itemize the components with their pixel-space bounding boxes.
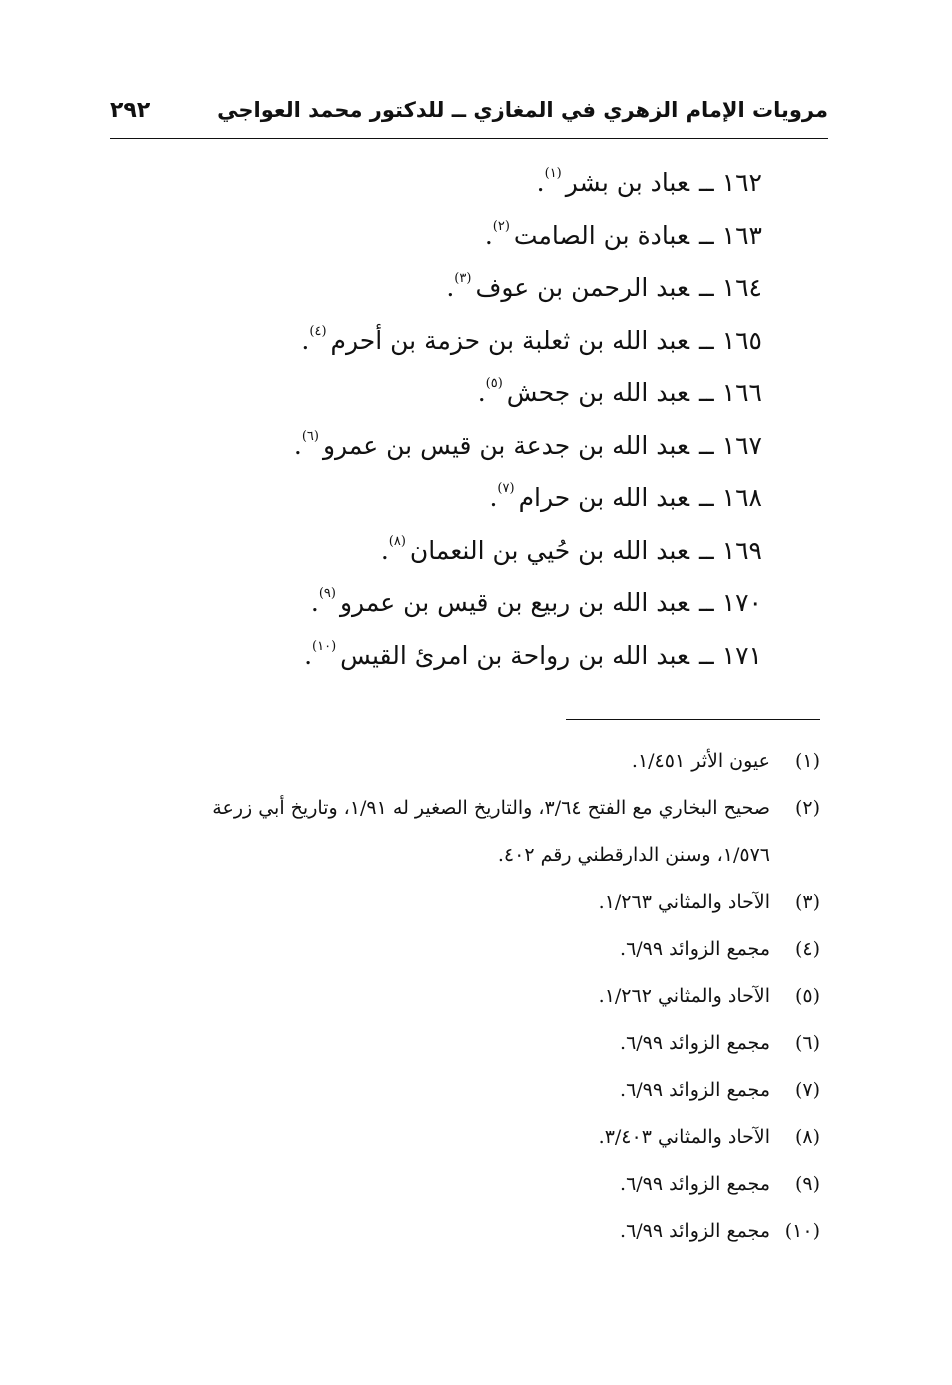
footnote-mark: (١٠) (784, 1220, 820, 1242)
footnote-ref[interactable]: (٨) (388, 533, 406, 549)
list-item: ١٧١ــعبد الله بن رواحة بن امرئ القيس$^{(١٠)}$. (304, 638, 762, 670)
footnote-ref[interactable]: (٧) (497, 481, 515, 496)
footnote-ref[interactable]: (٤) (309, 323, 327, 339)
footnote-divider (566, 719, 820, 720)
footnote-text: الآحاد والمثاني ١/٢٦٣. (598, 891, 770, 913)
footnote (110, 785, 820, 879)
footnote-text: الآحاد والمثاني ١/٢٦٢. (598, 985, 770, 1007)
footnotes (110, 738, 820, 1255)
list-item: ١٦٩ــعبد الله بن حُيي بن النعمان$^{(٨)}$. (380, 533, 762, 565)
narrator-list (202, 148, 762, 673)
footnote-text: مجمع الزوائد ٦/٩٩. (620, 1220, 770, 1242)
list-item: ١٧٠ــعبد الله بن ربيع بن قيس بن عمرو$^{(٩)}$. (310, 586, 762, 617)
footnote-text-continued: ١/٥٧٦، وسنن الدارقطني رقم ٤٠٢. (497, 844, 770, 866)
footnote (110, 1067, 820, 1114)
footnote-ref[interactable]: (٥) (485, 376, 503, 391)
footnote (110, 1208, 820, 1255)
footnote (110, 1020, 820, 1067)
footnote-text: صحيح البخاري مع الفتح ٣/٦٤، والتاريخ الصغير له ١/٩١، وتاريخ أبي زرعة (212, 797, 770, 819)
footnote-mark: (٦) (794, 1032, 820, 1054)
list-item: ١٦٦ــعبد الله بن جحش$^{(٥)}$. (477, 376, 762, 407)
footnote-text: مجمع الزوائد ٦/٩٩. (620, 1173, 770, 1195)
footnote (110, 879, 820, 926)
footnote-mark: (٢) (794, 797, 820, 819)
running-title: مرويات الإمام الزهري في المغازي ــ للدكتور محمد العواجي (217, 98, 828, 122)
list-item: ١٦٣ــعبادة بن الصامت$^{(٢)}$. (484, 218, 762, 250)
list-item: ١٦٥ــعبد الله بن ثعلبة بن حزمة بن أحرم$^{(٤)}$. (301, 323, 762, 355)
footnote (110, 1161, 820, 1208)
footnote-text: عيون الأثر ١/٤٥١. (631, 750, 770, 772)
footnote-mark: (٥) (794, 985, 820, 1007)
footnote-mark: (١) (794, 750, 820, 772)
list-item: ١٦٤ــعبد الرحمن بن عوف$^{(٣)}$. (446, 271, 762, 302)
footnote (110, 973, 820, 1020)
footnote-text: الآحاد والمثاني ٣/٤٠٣. (598, 1126, 770, 1148)
footnote-text: مجمع الزوائد ٦/٩٩. (620, 1079, 770, 1101)
running-header (110, 98, 828, 136)
footnote-text: مجمع الزوائد ٦/٩٩. (620, 938, 770, 960)
list-item: ١٦٧ــعبد الله بن جدعة بن قيس بن عمرو$^{(٦)}$. (293, 428, 762, 460)
footnote-mark: (٧) (794, 1079, 820, 1101)
footnote-ref[interactable]: (٦) (301, 428, 319, 444)
footnote (110, 926, 820, 973)
footnote (110, 1114, 820, 1161)
footnote-mark: (٨) (794, 1126, 820, 1148)
footnote-mark: (٩) (794, 1173, 820, 1195)
footnote (110, 738, 820, 785)
footnote-text: مجمع الزوائد ٦/٩٩. (620, 1032, 770, 1054)
list-item: ١٦٢ــعباد بن بشر$^{(١)}$. (536, 166, 762, 197)
footnote-ref[interactable]: (١٠) (312, 638, 337, 654)
footnote-ref[interactable]: (٣) (454, 271, 472, 286)
list-item: ١٦٨ــعبد الله بن حرام$^{(٧)}$. (489, 481, 762, 512)
footnote-mark: (٣) (794, 891, 820, 913)
header-divider (110, 138, 828, 139)
page-number: ٢٩٢ (110, 98, 151, 123)
footnote-ref[interactable]: (٢) (492, 218, 510, 234)
footnote-ref[interactable]: (٩) (318, 586, 336, 601)
footnote-ref[interactable]: (١) (544, 166, 562, 181)
footnote-mark: (٤) (794, 938, 820, 960)
